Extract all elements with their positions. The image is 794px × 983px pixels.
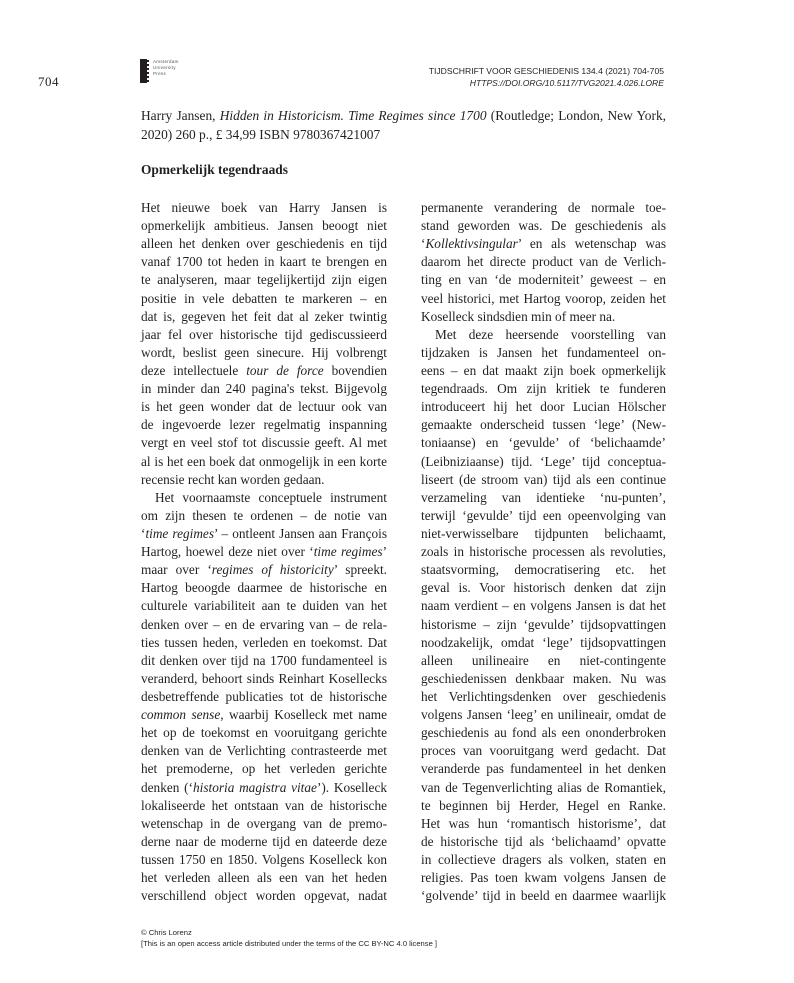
text-line: in collectieve dragers als volken, staten en — [421, 851, 666, 867]
text-line: staatsvorming, democratisering etc. het — [421, 562, 666, 578]
right-column — [421, 199, 666, 905]
logo-line: Amsterdam — [153, 59, 179, 64]
citation-author: Harry Jansen, — [141, 108, 220, 123]
text-line: al is het een boek dat onmogelijk in een korte — [141, 453, 387, 469]
text-line: Met deze heersende voorstelling van — [435, 326, 666, 342]
journal-header — [429, 65, 664, 89]
text-line: verzameling van identieke ‘nu-punten’, — [421, 489, 666, 505]
text-line: geschiedenissen denkbaar maken. Nu was — [421, 670, 666, 686]
text-line: maar over ‘regimes of historicity’ spreekt. — [141, 562, 387, 578]
text-line: tijdzaken is Jansen het fundamenteel on- — [421, 344, 666, 360]
journal-line: TIJDSCHRIFT VOOR GESCHIEDENIS 134.4 (2021) 704-705 — [428, 66, 664, 76]
logo-line: Press — [153, 71, 167, 76]
text-line: is het geen wonder dat de lectuur ook van — [141, 399, 387, 415]
text-line: eens – en dat maakt zijn boek opmerkelijk — [421, 362, 666, 378]
text-line: geschiedenis au fond als een ononderbroken — [421, 725, 666, 741]
emphasis: time regimes — [145, 525, 215, 541]
text-line: Het was hun ‘romantisch historisme’, dat — [421, 815, 666, 831]
logo-line: University — [153, 65, 176, 70]
text-line: common sense, waarbij Koselleck met name — [141, 707, 387, 723]
text-line: terwijl ‘gevulde’ tijd een opeenvolging van — [421, 507, 666, 523]
text-line: lokaliseerde het ontstaan van de historische — [141, 797, 387, 813]
text-line: permanente verandering de normale toe- — [421, 200, 666, 215]
text-line: jaar fel over historische tijd gediscussieerd — [141, 326, 387, 342]
text-line: wetenschap in de overgang van de premo- — [141, 815, 387, 831]
text-line: niet-verwisselbare tijdpunten belichaamt, — [421, 525, 666, 541]
emphasis: time regimes — [313, 544, 383, 560]
text-line: wordt, beslist geen sinecure. Hij volbrengt — [141, 344, 387, 360]
text-line: desbetreffende publicaties tot de historische — [141, 688, 387, 704]
text-line: ‘Kollektivsingular’ en als wetenschap was — [421, 236, 666, 252]
text-line: denken over – en de ervaring van – de rela- — [141, 616, 387, 632]
text-line: proces van vooruitgang werd gedacht. Dat — [421, 743, 666, 759]
text-line: (Leibniziaanse) tijd. ‘Lege’ tijd conceptua- — [421, 453, 666, 469]
text-line: Hartog, hoewel deze niet over ‘time regimes’ — [141, 544, 387, 560]
left-column — [141, 199, 387, 905]
text-line: het premoderne, op het verleden gerichte — [141, 761, 387, 777]
text-line: religies. Pas toen kwam volgens Jansen de — [421, 870, 666, 886]
page-number: 704 — [38, 74, 59, 89]
text-line: ‘golvende’ tijd in beeld en daarmee waarlijk — [421, 888, 666, 904]
text-line: zoals in historische processen als revoluties, — [421, 544, 666, 560]
text-line: ties tussen heden, verleden en toekomst. Dat — [141, 634, 387, 650]
text-line: het verleden alleen als een van het heden — [141, 870, 387, 886]
emphasis: historia magistra vitae — [192, 779, 317, 795]
citation-book-title: Hidden in Historicism. Time Regimes since 1700 — [219, 108, 487, 123]
text-line: alleen unilineaire en niet-contingente — [421, 652, 666, 668]
text-line: denken (‘historia magistra vitae’). Koselleck — [141, 779, 388, 795]
book-citation — [141, 106, 666, 144]
text-line: recensie recht kan worden gedaan. — [141, 471, 325, 487]
text-line: deze intellectuele tour de force bovendien — [141, 362, 387, 378]
emphasis: tour de force — [246, 362, 324, 378]
emphasis: regimes of historicity — [211, 562, 334, 578]
text-line: te analyseren, maar tegelijkertijd zijn eigen — [141, 272, 387, 288]
text-line: te beginnen bij Herder, Hegel en Ranke. — [421, 797, 666, 813]
review-title: Opmerkelijk tegendraads — [141, 162, 288, 177]
text-line: volgens Jansen ‘leeg’ en unilineair, omdat de — [421, 707, 666, 723]
text-line: Het voornaamste conceptuele instrument — [155, 489, 387, 505]
doi-link[interactable]: HTTPS://DOI.ORG/10.5117/TVG2021.4.026.LORE — [469, 78, 664, 88]
emphasis: Kollektivsingular — [425, 236, 518, 252]
text-line: geval is. Voor historisch denken dat zijn — [421, 580, 666, 596]
text-line: daarom het directe product van de Verlich- — [421, 254, 666, 270]
text-line: alleen het denken over geschiedenis en tijd — [141, 236, 387, 252]
footer — [141, 928, 437, 949]
text-line: Koselleck sindsdien min of meer na. — [421, 308, 616, 324]
publisher-logo-text — [153, 59, 179, 77]
text-line: positie in vele debatten te markeren – en — [141, 290, 387, 306]
text-line: Hartog beoogde daarmee de historische en — [141, 580, 387, 596]
publisher-logo — [140, 59, 179, 83]
text-line: dat is, gegeven het feit dat al zeker twintig — [141, 308, 387, 324]
text-line: verschillend object worden opgevat, nadat — [141, 888, 387, 904]
text-line: naam verdient – en volgens Jansen is dat het — [421, 598, 666, 614]
text-line: culturele variabiliteit aan te duiden van het — [141, 598, 387, 614]
text-line: veranderd, behoort sinds Reinhart Kosellecks — [141, 670, 387, 686]
text-line: de historische tijd als ‘belichaamd’ opvatte — [421, 833, 666, 849]
text-line: toniaanse) en ‘gevulde’ of ‘belichaamde’ — [421, 435, 666, 451]
text-line: ting en van ‘de moderniteit’ geweest – en — [421, 272, 666, 288]
text-line: introduceert hij het door Lucian Hölscher — [421, 399, 666, 415]
copyright-notice: © Chris Lorenz — [141, 928, 192, 937]
text-line: van de Tegenverlichting alias de Romantiek, — [421, 779, 666, 795]
text-line: derne naar de moderne tijd en dateerde deze — [141, 833, 387, 849]
text-line: dit denken over tijd na 1700 fundamenteel is — [141, 652, 387, 668]
text-line: Het nieuwe boek van Harry Jansen is — [141, 200, 387, 215]
text-line: in minder dan 240 pagina's tekst. Bijgevolg — [141, 381, 387, 397]
text-line: veranderde pas fundamenteel in het denken — [421, 761, 666, 777]
text-line: tussen 1750 en 1850. Volgens Koselleck kon — [141, 851, 387, 867]
text-line: de ingevoerde lezer regelmatig inspanning — [141, 417, 387, 433]
text-line: vanaf 1700 tot heden in kaart te brengen en — [141, 254, 387, 270]
text-line: vergt en veel stof tot discussie geeft. Al met — [141, 435, 387, 451]
text-line: het op de toekomst en vooruitgang gerichte — [141, 725, 387, 741]
text-line: het Verlichtingsdenken over geschiedenis — [421, 688, 666, 704]
text-line: veel historici, met Hartog voorop, zeiden het — [421, 290, 666, 306]
text-line: opmerkelijk ambitieus. Jansen beoogt niet — [141, 218, 387, 234]
emphasis: common sense, — [141, 707, 224, 723]
text-line: gemaakte onderscheid tussen ‘lege’ (New- — [421, 417, 666, 433]
text-line: stand geworden was. De geschiedenis als — [421, 218, 666, 234]
text-line: liseert (de stroom van) tijd als een continue — [421, 471, 666, 487]
citation-details: (Routledge; London, New York, 2020) 260 p., £ 34,99 ISBN 9780367421007 — [141, 108, 666, 142]
text-line: ‘time regimes’ – ontleent Jansen aan François — [141, 525, 387, 541]
text-line: om zijn thesen te ordenen – de notie van — [141, 507, 387, 523]
text-line: noodzakelijk, omdat ‘lege’ tijdsopvattingen — [421, 634, 666, 650]
text-line: historisme – zijn ‘gevulde’ tijdsopvattingen — [421, 616, 666, 632]
amsterdam-university-press-logo-icon — [140, 59, 147, 83]
text-line: tegendraads. Om zijn kritiek te funderen — [421, 381, 666, 397]
text-line: denken van de Verlichting contrasteerde met — [141, 743, 387, 759]
license-notice: [This is an open access article distributed under the terms of the CC BY-NC 4.0 license ] — [141, 938, 438, 948]
